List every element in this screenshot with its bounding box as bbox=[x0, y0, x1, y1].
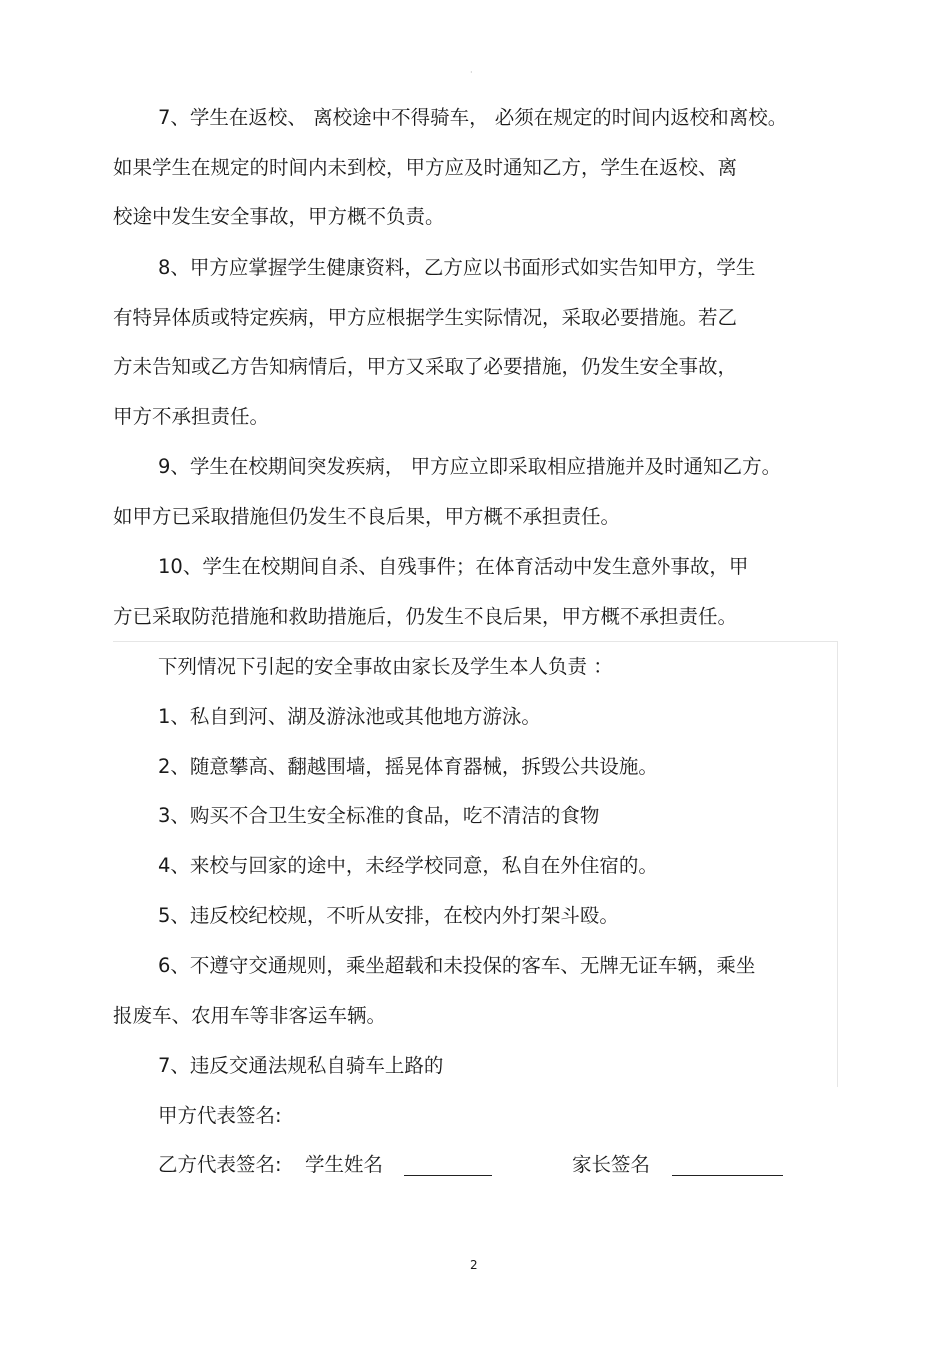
clause-8-line-2: 有特异体质或特定疾病，甲方应根据学生实际情况，采取必要措施。若乙 bbox=[113, 306, 738, 329]
header-mark: · bbox=[470, 68, 473, 77]
responsibility-heading: 下列情况下引起的安全事故由家长及学生本人负责 ： bbox=[158, 655, 613, 678]
clause-10-line-2: 方已采取防范措施和救助措施后，仍发生不良后果，甲方概不承担责任。 bbox=[113, 605, 738, 628]
clause-10-line-1: 10、学生在校期间自杀、自残事件；在体育活动中发生意外事故，甲 bbox=[158, 555, 749, 578]
responsibility-item: 5、违反校纪校规，不听从安排，在校内外打架斗殴。 bbox=[158, 904, 619, 927]
responsibility-item: 1、私自到河、湖及游泳池或其他地方游泳。 bbox=[158, 705, 541, 728]
clause-8-line-3: 方未告知或乙方告知病情后，甲方又采取了必要措施，仍发生安全事故， bbox=[113, 355, 738, 378]
clause-8-line-1: 8、甲方应掌握学生健康资料，乙方应以书面形式如实告知甲方，学生 bbox=[158, 256, 756, 279]
clause-9-line-2: 如甲方已采取措施但仍发生不良后果，甲方概不承担责任。 bbox=[113, 505, 621, 528]
clause-9-line-1: 9、学生在校期间突发疾病， 甲方应立即采取相应措施并及时通知乙方。 bbox=[158, 455, 782, 478]
responsibility-item: 7、违反交通法规私自骑车上路的 bbox=[158, 1054, 444, 1077]
responsibility-item: 3、购买不合卫生安全标准的食品，吃不清洁的食物 bbox=[158, 804, 600, 827]
student-name-label: 学生姓名 bbox=[305, 1153, 384, 1176]
student-name-blank bbox=[404, 1155, 492, 1176]
responsibility-item: 4、来校与回家的途中，未经学校同意，私自在外住宿的。 bbox=[158, 854, 658, 877]
parent-signature-blank bbox=[672, 1155, 783, 1176]
clause-7-line-1: 7、学生在返校、 离校途中不得骑车， 必须在规定的时间内返校和离校。 bbox=[158, 106, 788, 129]
clause-7-line-3: 校途中发生安全事故，甲方概不负责。 bbox=[113, 205, 445, 228]
responsibility-item: 2、随意攀高、翻越围墙，摇晃体育器械，拆毁公共设施。 bbox=[158, 755, 658, 778]
responsibility-item: 6、不遵守交通规则，乘坐超载和未投保的客车、无牌无证车辆，乘坐 bbox=[158, 954, 756, 977]
clause-8-line-4: 甲方不承担责任。 bbox=[113, 405, 270, 428]
party-a-signature-label: 甲方代表签名: bbox=[158, 1104, 282, 1127]
party-b-signature-label: 乙方代表签名: bbox=[158, 1153, 282, 1176]
page-number: 2 bbox=[470, 1258, 478, 1272]
responsibility-item: 报废车、农用车等非客运车辆。 bbox=[113, 1004, 387, 1027]
parent-signature-label: 家长签名 bbox=[572, 1153, 651, 1176]
clause-7-line-2: 如果学生在规定的时间内未到校，甲方应及时通知乙方，学生在返校、离 bbox=[113, 156, 738, 179]
